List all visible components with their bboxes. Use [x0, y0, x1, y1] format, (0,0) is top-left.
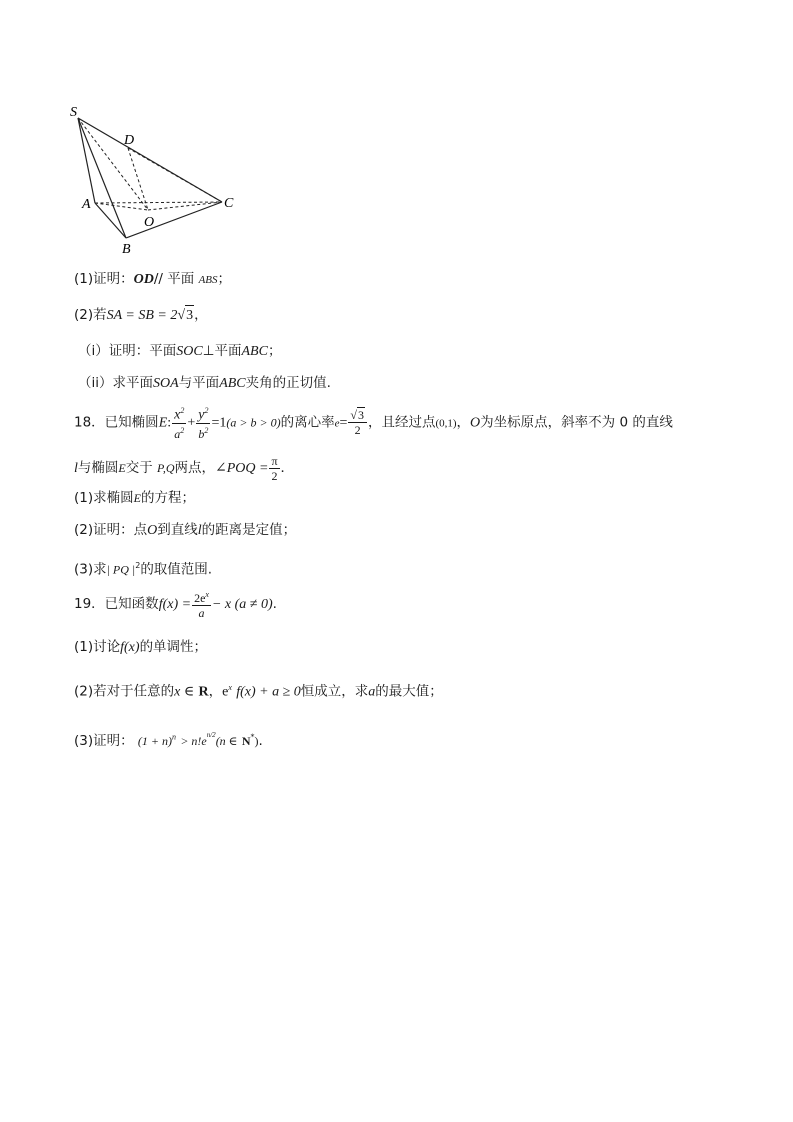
- q19-dot: .: [272, 596, 277, 612]
- q19-s2-a: a: [368, 684, 376, 700]
- q18-s2-end: 的距离是定值；: [201, 522, 297, 538]
- q18-b-var: b: [198, 426, 205, 441]
- q18-s1-end: 的方程；: [140, 490, 195, 506]
- q19-s2-R: R: [198, 684, 209, 700]
- q19-s3: (3)证明：: [74, 733, 134, 749]
- q18-eq: =: [339, 415, 348, 431]
- q19-s1-fx: f(x): [120, 640, 140, 655]
- q17-p1-prefix: (1)证明：: [74, 271, 134, 287]
- q18-l-var: l: [74, 461, 78, 476]
- q18-e-var: e: [334, 417, 340, 430]
- edge-AB: [95, 203, 126, 238]
- q17-part2: [74, 305, 208, 326]
- q18-rest1: 为坐标原点，斜率不为 0 的直线: [480, 414, 673, 431]
- q19-s3-gt: > n!e: [180, 734, 207, 748]
- q17-part3: [78, 341, 281, 362]
- q18-pq: P,Q: [157, 461, 175, 475]
- q19-den-a: a: [198, 606, 205, 620]
- q17-p3-end: ；: [267, 343, 282, 359]
- q19-fx: f(x) =: [158, 597, 192, 612]
- q17-p4-abc: ABC: [219, 376, 246, 391]
- q18-frac-x: [172, 404, 186, 441]
- q18-a2: [172, 424, 186, 441]
- q19-s1-end: 的单调性；: [139, 639, 208, 655]
- q17-p1-text: 平面: [167, 271, 195, 287]
- q18-line2: [74, 453, 294, 484]
- q18-sub1: [74, 488, 195, 508]
- label-C: C: [224, 196, 234, 211]
- q18-sqrt3: 3: [357, 408, 364, 423]
- q18-inter: 交于: [125, 460, 153, 476]
- q19-s2-comma: ，: [208, 683, 223, 700]
- q19-2e: 2e: [194, 591, 206, 605]
- q18-sqrt-sign: √: [350, 408, 357, 423]
- label-D: D: [124, 133, 135, 148]
- q18-s2-o: O: [147, 523, 158, 538]
- q18-s2: (2)证明：点: [74, 522, 148, 538]
- q17-p1-plane: ABS: [198, 274, 218, 286]
- edge-BC: [126, 202, 222, 238]
- q18-e2: E: [118, 461, 126, 475]
- edge-AO: [95, 203, 148, 210]
- q19-line1: [74, 588, 277, 621]
- q18-number: 18．已知椭圆: [74, 414, 159, 431]
- q19-s3-close: ): [254, 734, 259, 748]
- q19-s3-l: (1 + n): [137, 734, 173, 748]
- q19-sub2: [74, 678, 443, 703]
- tetrahedron-figure: [62, 100, 242, 258]
- q18-pi: π: [271, 453, 278, 468]
- q18-s3-pq: | PQ |: [106, 562, 136, 577]
- q18-colon: :: [167, 415, 172, 431]
- q18-x-sq: 2: [180, 406, 185, 415]
- q17-p1-parallel: //: [153, 271, 163, 287]
- q18-point: (0,1): [435, 417, 457, 430]
- q18-line2-text: 与椭圆: [77, 460, 119, 476]
- q17-part1: [74, 269, 231, 290]
- q18-ecc-den: 2: [354, 423, 361, 438]
- q18-line1: [74, 404, 673, 441]
- q18-x2: [172, 404, 186, 424]
- q19-num2: [192, 588, 211, 606]
- q17-p2-sqrt-sign: √: [177, 308, 186, 323]
- q19-s3-dot: .: [258, 733, 263, 749]
- q18-comma: ，: [456, 414, 471, 431]
- q18-frac-ecc: [348, 407, 367, 437]
- q17-p4-end: 夹角的正切值.: [245, 375, 331, 391]
- q18-a-sq: 2: [180, 425, 185, 435]
- q17-p3-prefix: （i）证明：平面: [78, 343, 177, 359]
- q19-s2-x: x ∈: [174, 684, 195, 700]
- q18-sub3: [74, 556, 212, 580]
- q19-s3-cond: (n ∈: [215, 734, 238, 748]
- q19-s2-mid: 恒成立，求: [300, 683, 369, 700]
- q19-sub1: [74, 637, 207, 658]
- q18-a-var: a: [174, 426, 181, 441]
- q18-two-pts: 两点，: [174, 460, 215, 476]
- q18-y-sq: 2: [204, 406, 209, 415]
- q17-p3-perp: ⊥平面: [202, 343, 242, 359]
- q17-p1-end: ；: [217, 271, 232, 287]
- q19-s3-N: N: [241, 734, 251, 748]
- q18-pi-den: 2: [271, 468, 278, 483]
- label-O: O: [144, 215, 155, 230]
- q18-s2-l: l: [197, 523, 202, 538]
- q19-s2-ex: x: [228, 683, 232, 692]
- q18-o-var: O: [470, 415, 481, 431]
- q19-s2-f: f(x) + a ≥ 0: [236, 684, 301, 700]
- q19-tail: − x (a ≠ 0): [211, 597, 273, 612]
- q19-sub3: [74, 720, 263, 756]
- q17-p1-od: OD: [133, 272, 154, 287]
- label-S: S: [70, 105, 77, 120]
- q18-s3: (3)求: [74, 561, 107, 578]
- q19-frac: [192, 588, 211, 620]
- edge-SA: [78, 118, 95, 203]
- q18-dot: ．: [280, 460, 294, 476]
- q17-p3-abc: ABC: [241, 344, 268, 359]
- q17-p2-end: ，: [194, 307, 208, 323]
- q18-eq1: =1: [211, 415, 227, 431]
- q17-p2-root: 3: [185, 305, 194, 326]
- q18-frac-pi: [269, 454, 279, 483]
- label-B: B: [122, 242, 131, 257]
- q18-b2: [196, 424, 210, 441]
- q18-e-label: E: [158, 415, 168, 431]
- q18-b-sq: 2: [204, 425, 209, 435]
- q18-y2: [196, 404, 210, 424]
- q18-s3-sq: 2: [135, 561, 141, 570]
- q19-s2: (2)若对于任意的: [74, 683, 175, 700]
- label-A: A: [82, 197, 91, 212]
- q19-s3-n: n: [172, 732, 177, 742]
- q18-s3-end: 的取值范围.: [140, 561, 213, 578]
- q19-s3-star: *: [250, 732, 255, 742]
- q19-s2-e: e: [222, 684, 229, 700]
- q19-s1: (1)讨论: [74, 639, 121, 655]
- q19-expx: x: [205, 590, 209, 599]
- q17-p2-math: SA = SB = 2: [106, 308, 178, 323]
- q18-y-var: y: [198, 407, 205, 423]
- q19-number: 19．已知函数: [74, 596, 159, 612]
- q18-ecc-text: 的离心率: [280, 414, 335, 431]
- q17-p4-mid: 与平面: [178, 375, 220, 391]
- q18-ecc-num: [348, 407, 367, 423]
- q18-plus: +: [187, 415, 196, 431]
- q18-s1-e: E: [133, 491, 141, 505]
- q17-p4-prefix: （ii）求平面: [78, 375, 154, 391]
- q17-p2-prefix: (2)若: [74, 307, 107, 323]
- q18-sub2: [74, 520, 296, 541]
- q19-s3-frac: n/2: [206, 731, 216, 739]
- edge-SB: [78, 118, 126, 238]
- q18-s1: (1)求椭圆: [74, 490, 134, 506]
- q18-s2-mid: 到直线: [157, 522, 198, 538]
- q17-p4-soa: SOA: [153, 376, 179, 391]
- q18-frac-y: [196, 404, 210, 441]
- q19-s2-end: 的最大值；: [375, 683, 443, 700]
- q18-pass-text: ，且经过点: [367, 414, 436, 431]
- q17-p3-soc: SOC: [176, 344, 203, 359]
- q18-x-var: x: [174, 407, 181, 423]
- edge-AC: [95, 202, 222, 203]
- q18-cond: (a > b > 0): [226, 415, 281, 430]
- q17-part4: [78, 373, 331, 394]
- q18-angle: ∠POQ =: [214, 461, 269, 476]
